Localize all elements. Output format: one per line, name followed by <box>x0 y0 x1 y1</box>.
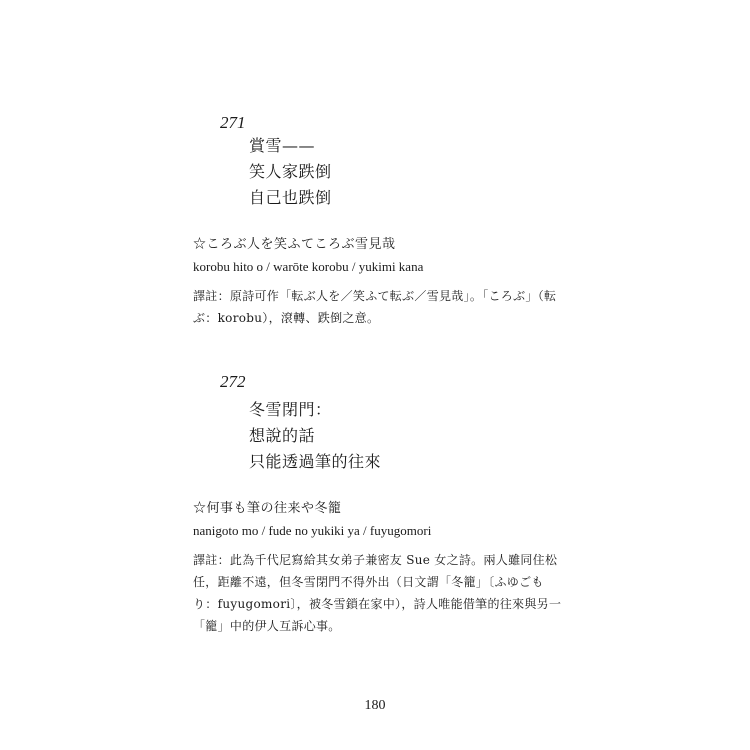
poem-translation <box>249 397 381 475</box>
poem-translation <box>249 133 332 211</box>
poem-line: 笑人家跌倒 <box>249 162 332 181</box>
translator-note: 譯註：此為千代尼寫給其女弟子兼密友 Sue 女之詩。兩人雖同住松任，距離不遠，但冬雪閉門不得外出（日文謂「冬籠」〔ふゆごもり：fuyugomori〕，被冬雪鎖在家中），詩人唯能借筆的往來與另一「籠」中的伊人互訴心事。 <box>193 553 562 633</box>
entry-number: 272 <box>220 372 246 391</box>
romaji-line: nanigoto mo / fude no yukiki ya / fuyugomori <box>193 523 432 538</box>
entry-number: 271 <box>220 113 246 132</box>
poem-line: 自己也跌倒 <box>249 188 332 207</box>
poem-line: 賞雪—— <box>249 136 316 155</box>
japanese-original: ☆ころぶ人を笑ふてころぶ雪見哉 <box>193 237 396 252</box>
poem-line: 冬雪閉門： <box>249 400 332 419</box>
poem-line: 想說的話 <box>249 426 316 445</box>
romaji-line: korobu hito o / warōte korobu / yukimi kana <box>193 259 424 274</box>
page-number: 180 <box>364 698 386 713</box>
japanese-original: ☆何事も筆の往来や冬籠 <box>193 501 342 516</box>
translator-note: 譯註：原詩可作「転ぶ人を／笑ふて転ぶ／雪見哉」。「ころぶ」（転ぶ：korobu），滾轉、跌倒之意。 <box>193 289 557 325</box>
poem-line: 只能透過筆的往來 <box>249 452 382 471</box>
